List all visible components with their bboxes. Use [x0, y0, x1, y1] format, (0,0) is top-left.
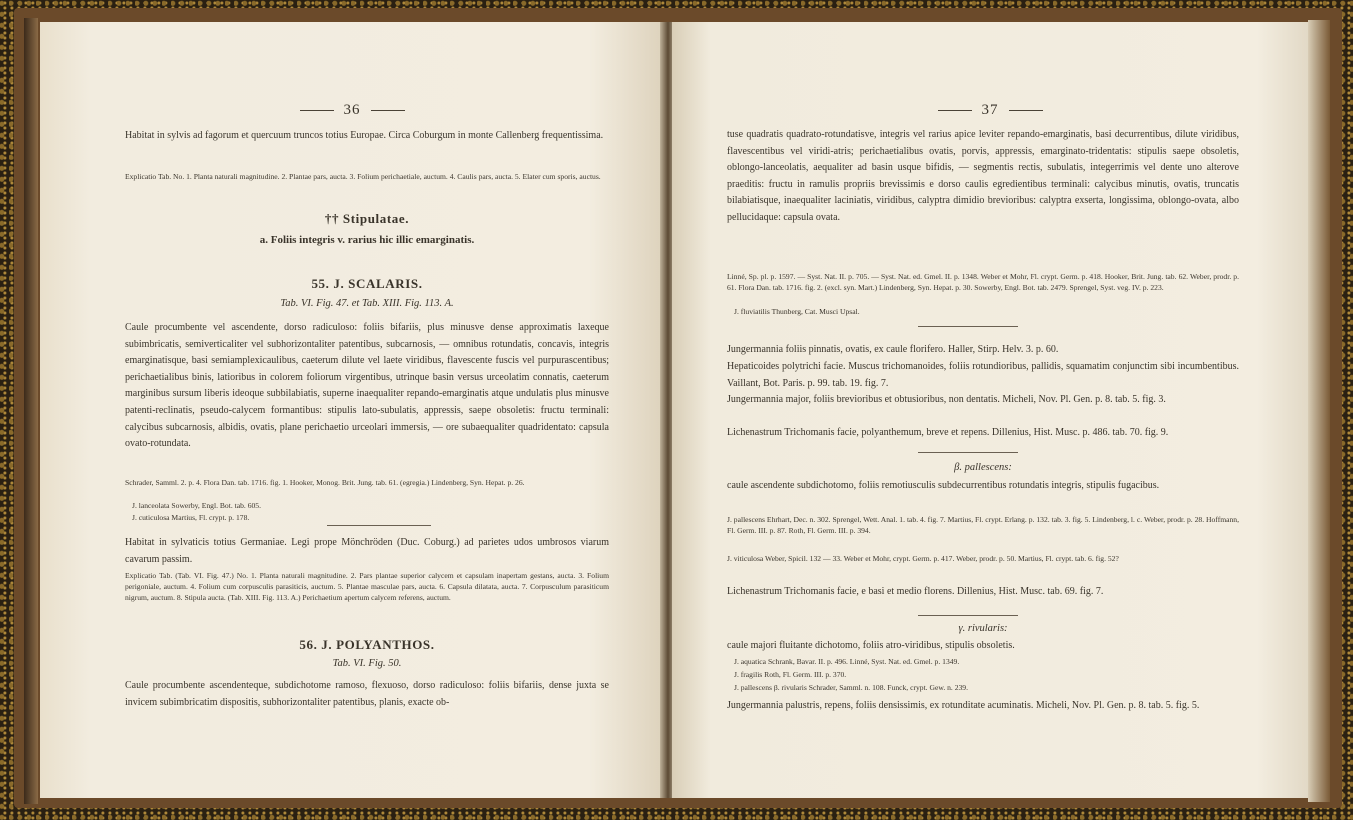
variety-references: J. pallescens Ehrhart, Dec. n. 302. Sprengel, Wett. Anal. 1. tab. 4. fig. 7. Martius, Fl. crypt. Erlang. p. 132. tab. 3. fig. 5. Lindenberg, l. c. Weber, prodr. p. 28. Hoffmann, Fl. Germ. III. p. 87. Roth, Fl. Germ. III. p. 394.	[727, 515, 1239, 536]
habitat-paragraph: Habitat in sylvaticis totius Germaniae. Legi prope Mönchröden (Duc. Coburg.) ad parietes udos umbrosos viarum cavarum passim.	[125, 537, 609, 565]
separator-rule	[918, 326, 1018, 327]
page-number-text: 36	[343, 102, 361, 118]
separator-rule	[327, 525, 431, 526]
variety-heading: β. pallescens:	[954, 462, 1012, 473]
species-references: Schrader, Samml. 2. p. 4. Flora Dan. tab. 1716. fig. 1. Hooker, Monog. Brit. Jung. tab. 61. (egregia.) Lindenberg, Syn. Hepat. p. 26.	[125, 478, 525, 487]
synonym-line: J. pallescens β. rivularis Schrader, Samml. n. 108. Funck, crypt. Gew. n. 239.	[734, 683, 969, 692]
habitat-paragraph: Habitat in sylvis ad fagorum et quercuum truncos totius Europae. Circa Coburgum in monte Callenberg frequentissima.	[125, 130, 604, 141]
variety-description: caule ascendente subdichotomo, foliis remotiusculis subdecurrentibus rotundatis integris, stipulis fugacibus.	[727, 480, 1160, 491]
explicatio-paragraph: Explicatio Tab. (Tab. VI. Fig. 47.) No. 1. Planta naturali magnitudine. 2. Pars plantae superior calycem et capsulam inapertam gestans, aucta. 3. Folium perigoniale, auctum. 4. Folium cum corpusculis parasiticis, auctum. 5. Plantae masculae pars, aucta. 6. Capsula dilatata, aucta. 7. Corpusculum parasiticum nigrum, auctum. 8. Stipula aucta. (Tab. XIII. Fig. 113. A.) Perichaetium apertum calycem referens, auctum.	[125, 571, 609, 603]
page-number-left	[40, 102, 664, 119]
right-page	[672, 22, 1308, 798]
section-heading: †† Stipulatae.	[324, 211, 410, 226]
plate-reference: Tab. VI. Fig. 47. et Tab. XIII. Fig. 113. A.	[280, 298, 454, 309]
variety-heading: γ. rivularis:	[958, 623, 1008, 634]
synonym-line: J. lanceolata Sowerby, Engl. Bot. tab. 605.	[132, 501, 261, 510]
synonym-line: J. fluviatilis Thunberg, Cat. Musci Upsal.	[734, 307, 860, 316]
species-description: Caule procumbente ascendenteque, subdichotome ramoso, flexuoso, dorso radiculoso: foliis bifariis, dense juxta se invicem subimbricatim dispositis, subhorizontaliter patentibus, planis, exacte ob-	[125, 680, 609, 708]
species-title: 55. J. SCALARIS.	[311, 276, 423, 291]
species-title: 56. J. POLYANTHOS.	[299, 637, 435, 652]
historical-name-paragraph: Jungermannia palustris, repens, foliis densissimis, ex rotunditate acuminatis. Micheli, Nov. Pl. Gen. p. 8. tab. 5. fig. 5.	[727, 700, 1200, 711]
species-description-continued: tuse quadratis quadrato-rotundatisve, integris vel rarius apice leviter repando-emarginatis, basi decurrentibus, dilute viridibus, flavescentibus vel viridi-atris; perichaetialibus ovatis, porvis, appressis, emarginato-tridentatis: stipulis saepe obsoletis, oblongo-lanceolatis, aequaliter ad basin usque bifidis, — segmentis rectis, subulatis, integerrimis vel dente uno alterove praeditis: fructu in ramulis propriis brevissimis e dorso caulis egredientibus terminali: calycibus minutis, ovatis, truncatis bilabiatisque, inaequaliter laciniatis, viridibus, calyptra dimidio brevioribus: calyptra exserta, longissima, oblongo-ovata, albo pellucidaque: capsula ovata.	[727, 129, 1239, 223]
historical-name-paragraph: Lichenastrum Trichomanis facie, e basi et medio florens. Dillenius, Hist. Musc. tab. 69. fig. 7.	[727, 586, 1104, 597]
historical-name-paragraph: Hepaticoides polytrichi facie. Muscus trichomanoides, foliis rotundioribus, pallidis, squamatim conjunctim sibi incumbentibus. Vaillant, Bot. Paris. p. 99. tab. 19. fig. 7.	[727, 361, 1239, 389]
historical-name-paragraph: Lichenastrum Trichomanis facie, polyanthemum, breve et repens. Dillenius, Hist. Musc. p. 486. tab. 70. fig. 9.	[727, 427, 1169, 438]
subsection-heading: a. Foliis integris v. rarius hic illic emarginatis.	[259, 234, 475, 246]
ornament-dash	[938, 110, 972, 111]
synonym-line: J. cuticulosa Martius, Fl. crypt. p. 178.	[132, 513, 250, 522]
ornament-dash	[371, 110, 405, 111]
right-page-edges	[1308, 20, 1330, 802]
historical-name-paragraph: Jungermannia foliis pinnatis, ovatis, ex caule florifero. Haller, Stirp. Helv. 3. p. 60.	[727, 344, 1059, 355]
ornament-dash	[1009, 110, 1043, 111]
page-number-right	[672, 102, 1308, 119]
variety-references: J. viticulosa Weber, Spicil. 132 — 33. Weber et Mohr, crypt. Germ. p. 417. Weber, prodr. p. 50. Martius, Fl. crypt. tab. 6. fig. 52?	[727, 554, 1119, 563]
page-number-text: 37	[981, 102, 999, 118]
variety-description: caule majori fluitante dichotomo, foliis atro-viridibus, stipulis obsoletis.	[727, 640, 1015, 651]
historical-name-paragraph: Jungermannia major, foliis brevioribus et obtusioribus, non dentatis. Micheli, Nov. Pl. Gen. p. 8. tab. 5. fig. 3.	[727, 394, 1166, 405]
synonym-line: J. aquatica Schrank, Bavar. II. p. 496. Linné, Syst. Nat. ed. Gmel. p. 1349.	[734, 657, 960, 666]
left-page-edges	[24, 18, 38, 804]
explicatio-paragraph: Explicatio Tab. No. 1. Planta naturali magnitudine. 2. Plantae pars, aucta. 3. Folium perichaetiale, auctum. 4. Caulis pars, aucta. 5. Elater cum sporis, auctus.	[125, 172, 601, 181]
left-page	[40, 22, 664, 798]
species-description: Caule procumbente vel ascendente, dorso radiculoso: foliis bifariis, plus minusve dense approximatis laxeque subimbricatis, semiverticaliter vel subhorizontaliter patentibus, subcarnosis, — omnibus rotundatis, concavis, integris emarginatisque, basi semiamplexicaulibus, caeterum dilute vel laete viridibus, flavescente fuscis vel purpurascentibus; perichaetialibus binis, latioribus in colorem foliorum virgentibus, utrinque basin versus urceolatim connatis, caeterum marginibus sursum liberis ideoque subbilabiatis, superne inaequaliter repando-emarginatis atque undulatis plus minusve patenti-reclinatis, pseudo-calycem formantibus: stipulis lato-subulatis, appressis, saepe obsoletis: fructu terminali: calycibus subcarnosis, albidis, ovatis, plane perichaetio urceolari immersis, — ore subaequaliter quadridentato: capsula ovato-rotundata.	[125, 322, 609, 450]
ornament-dash	[300, 110, 334, 111]
plate-reference: Tab. VI. Fig. 50.	[332, 658, 402, 669]
separator-rule	[918, 615, 1018, 616]
separator-rule	[918, 452, 1018, 453]
synonym-line: J. fragilis Roth, Fl. Germ. III. p. 370.	[734, 670, 847, 679]
literature-references: Linné, Sp. pl. p. 1597. — Syst. Nat. II. p. 705. — Syst. Nat. ed. Gmel. II. p. 1348. Weber et Mohr, Fl. crypt. Germ. p. 418. Hooker, Brit. Jung. tab. 62. Weber, prodr. p. 61. Flora Dan. tab. 1716. fig. 2. (excl. syn. Mart.) Lindenberg, Syn. Hepat. p. 30. Sowerby, Engl. Bot. tab. 2479. Sprengel, Syst. veg. IV. p. 223.	[727, 272, 1239, 293]
